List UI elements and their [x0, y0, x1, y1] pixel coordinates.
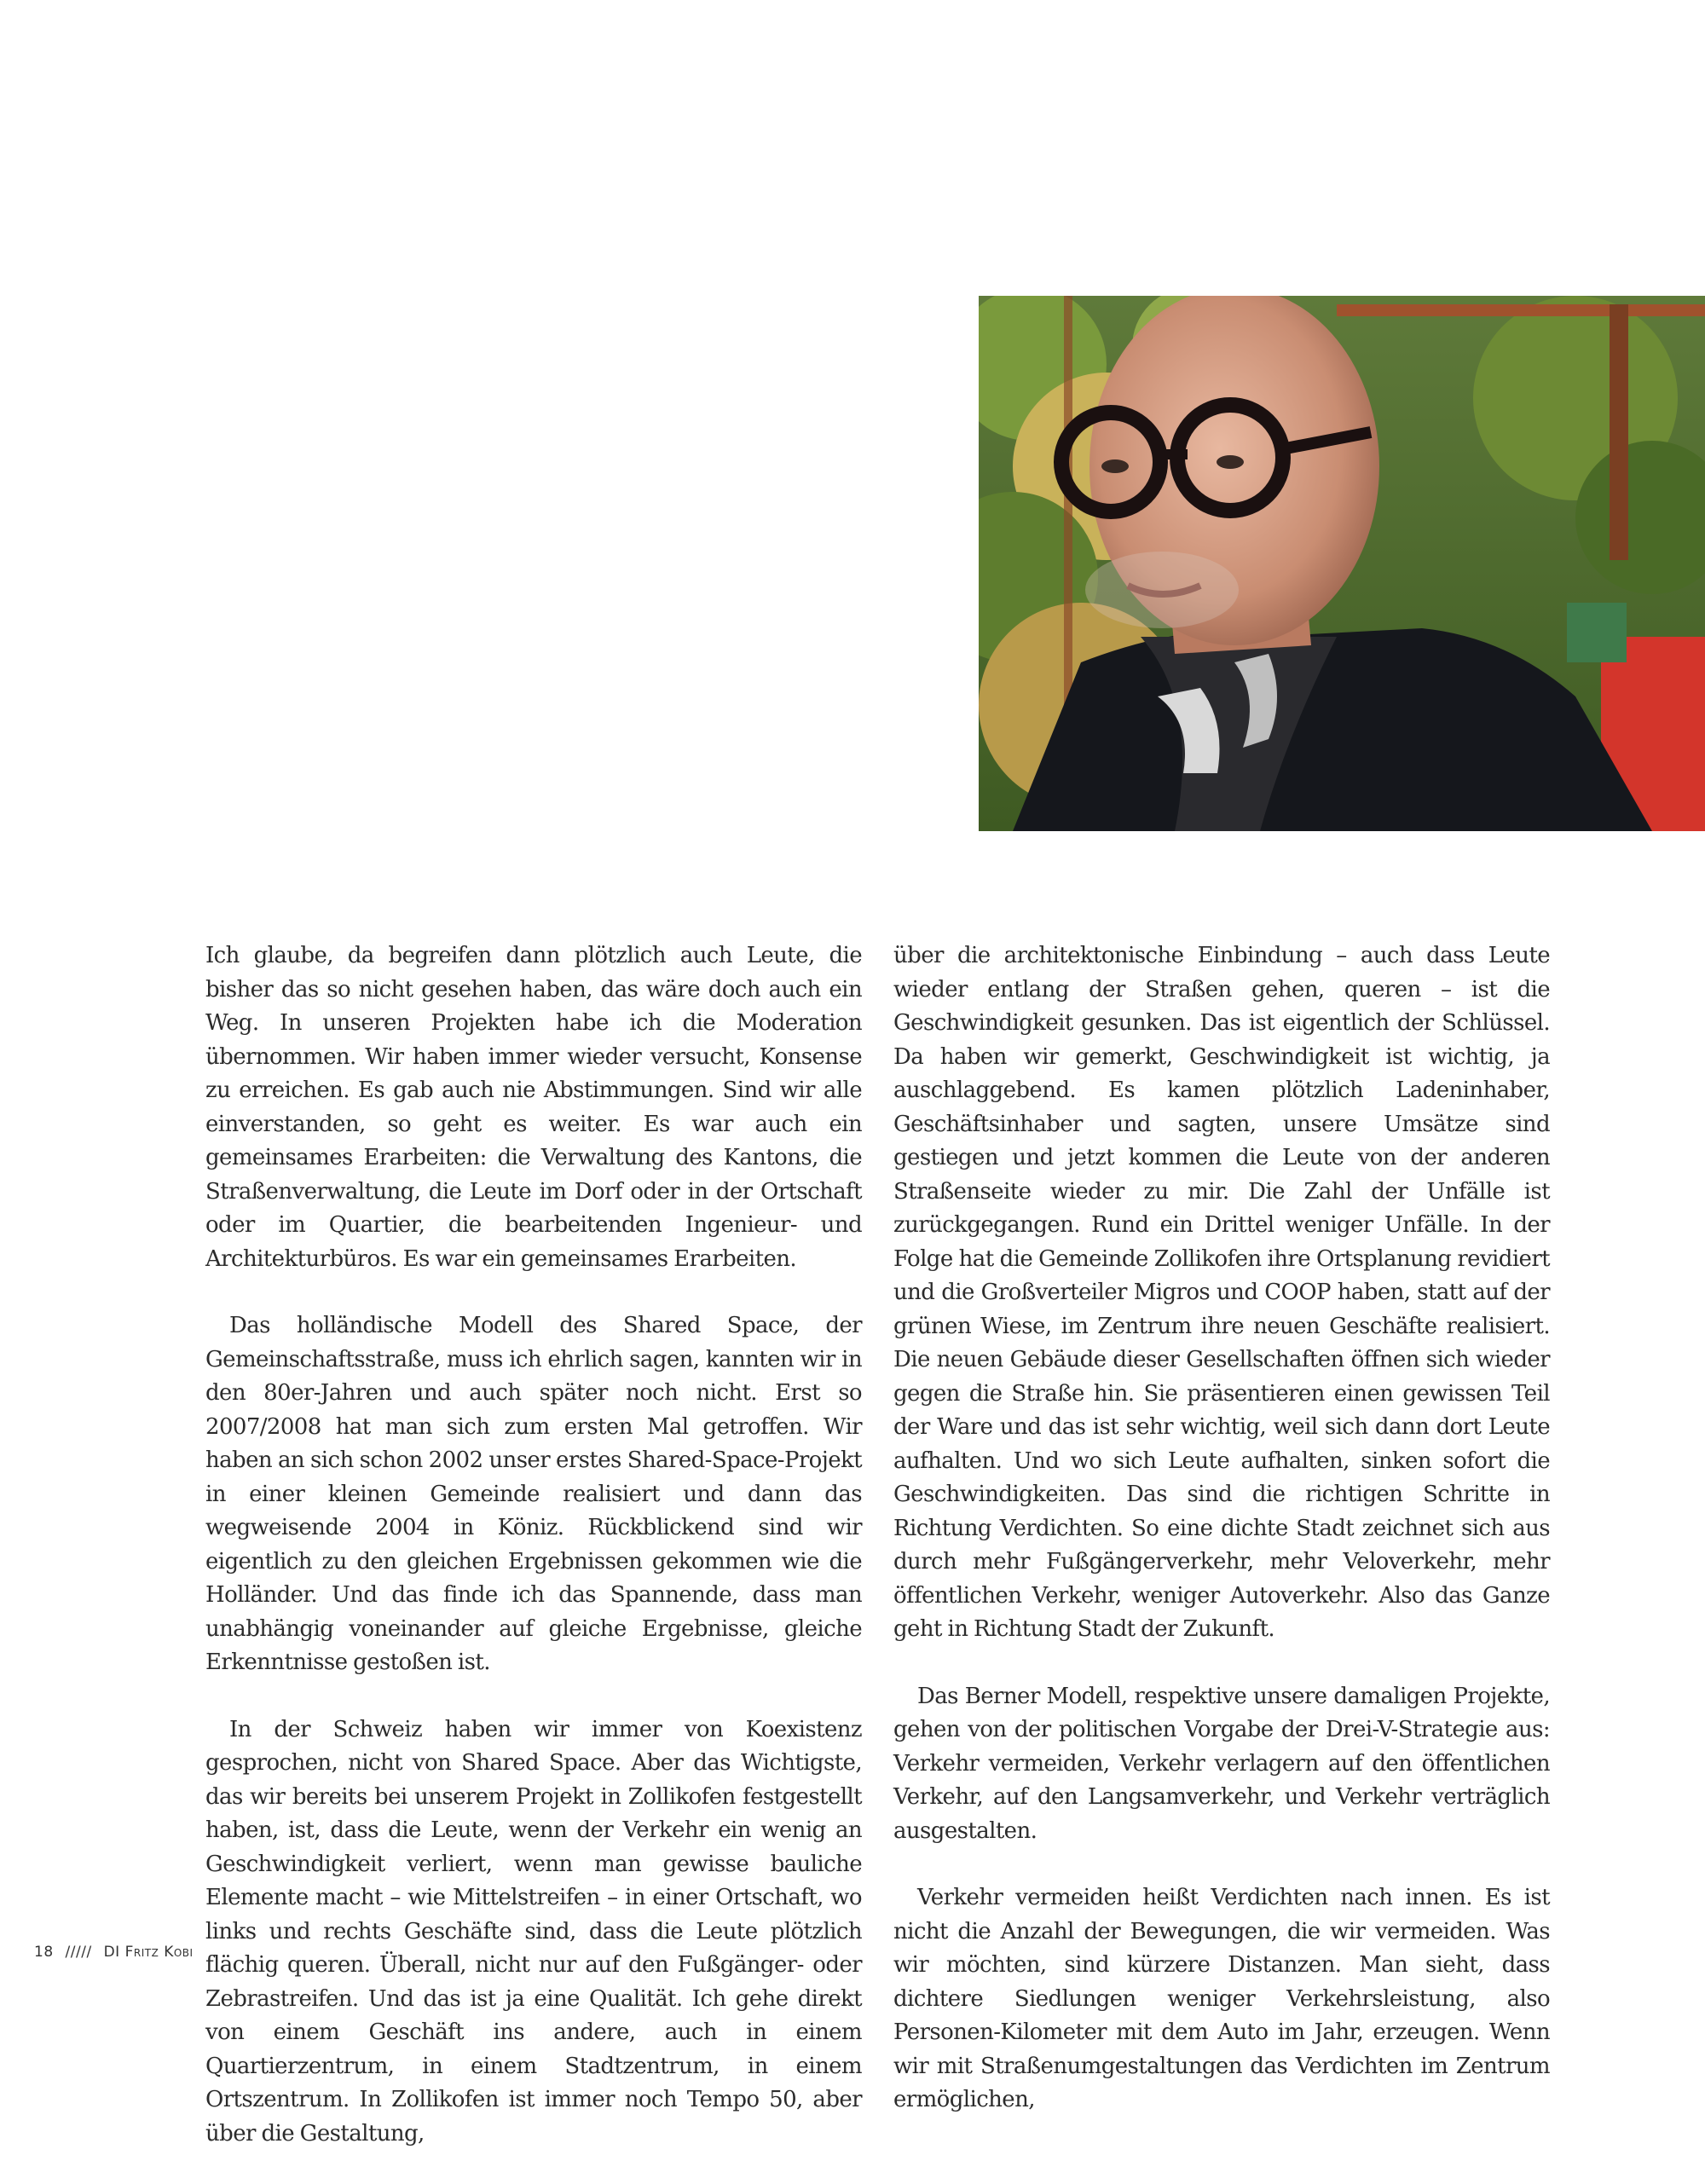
footer-separator: /////	[65, 1944, 92, 1961]
paragraph: über die architektonische Einbindung – auch dass Leute wieder entlang der Straßen gehen, queren – ist die Geschwindigkeit gesunken. Das ist eigentlich der Schlüssel. Da haben wir gemerkt, Geschwindigkeit ist wichtig, ja auschlaggebend. Es kamen plötzlich Ladeninhaber, Geschäftsinhaber und sagten, unsere Umsätze sind gestiegen und jetzt kommen die Leute von der anderen Straßenseite wieder zu mir. Die Zahl der Unfälle ist zurückgegangen. Rund ein Drittel weniger Unfälle. In der Folge hat die Gemeinde Zollikofen ihre Ortsplanung revidiert und die Großverteiler Migros und COOP haben, statt auf der grünen Wiese, im Zentrum ihre neuen Geschäfte realisiert. Die neuen Gebäude dieser Gesellschaften öffnen sich wieder gegen die Straße hin. Sie präsentieren einen gewissen Teil der Ware und das ist sehr wichtig, weil sich dann dort Leute aufhalten. Und wo sich Leute aufhalten, sinken sofort die Geschwindigkeiten. Das sind die richtigen Schritte in Richtung Verdichten. So eine dichte Stadt zeichnet sich aus durch mehr Fußgängerverkehr, mehr Veloverkehr, mehr öffentlichen Verkehr, weniger Autoverkehr. Also das Ganze geht in Richtung Stadt der Zukunft.	[893, 943, 1550, 1642]
page-footer	[34, 1944, 200, 1961]
paragraph: Verkehr vermeiden heißt Verdichten nach innen. Es ist nicht die Anzahl der Bewegungen, die wir vermeiden. Was wir möchten, sind kürzere Distanzen. Man sieht, dass dichtere Siedlungen weniger Verkehrsleistung, also Personen-Kilometer mit dem Auto im Jahr, erzeugen. Wenn wir mit Straßenumgestaltungen das Verdichten im Zentrum ermöglichen,	[893, 1885, 1550, 2112]
portrait-photo	[979, 296, 1705, 831]
paragraph: Das holländische Modell des Shared Space, der Gemeinschaftsstraße, muss ich ehrlich sagen, kannten wir in den 80er-Jahren und auch später noch nicht. Erst so 2007/2008 hat man sich zum ersten Mal getroffen. Wir haben an sich schon 2002 unser erstes Shared-Space-Projekt in einer kleinen Gemeinde realisiert und dann das wegweisende 2004 in Köniz. Rückblickend sind wir eigentlich zu den gleichen Ergebnissen gekommen wie die Holländer. Und das finde ich das Spannende, dass man unabhängig voneinander auf gleiche Ergebnisse, gleiche Erkenntnisse gestoßen ist.	[205, 1313, 862, 1675]
footer-author: DI Fritz Kobi	[103, 1944, 194, 1961]
right-text-column	[893, 939, 1550, 2151]
paragraph: In der Schweiz haben wir immer von Koexistenz gesprochen, nicht von Shared Space. Aber das Wichtigste, das wir bereits bei unserem Projekt in Zollikofen festgestellt haben, ist, dass die Leute, wenn der Verkehr ein wenig an Geschwindigkeit verliert, wenn man gewisse bauliche Elemente macht – wie Mittelstreifen – in einer Ortschaft, wo links und rechts Geschäfte sind, dass die Leute plötzlich flächig queren. Überall, nicht nur auf den Fußgänger- oder Zebrastreifen. Und das ist ja eine Qualität. Ich gehe direkt von einem Geschäft ins andere, auch in einem Quartierzentrum, in einem Stadtzentrum, in einem Ortszentrum. In Zollikofen ist immer noch Tempo 50, aber über die Gestaltung,	[205, 1716, 862, 2146]
paragraph: Das Berner Modell, respektive unsere damaligen Projekte, gehen von der politischen Vorgabe der Drei-V-Strategie aus: Verkehr vermeiden, Verkehr verlagern auf den öffentlichen Verkehr, auf den Langsamverkehr, und Verkehr verträglich ausgestalten.	[893, 1683, 1550, 1844]
portrait-photo-icon	[979, 296, 1705, 831]
paragraph: Ich glaube, da begreifen dann plötzlich auch Leute, die bisher das so nicht gesehen haben, das wäre doch auch ein Weg. In unseren Projekten habe ich die Moderation übernommen. Wir haben immer wieder versucht, Konsense zu erreichen. Es gab auch nie Abstimmungen. Sind wir alle einverstanden, so geht es weiter. Es war auch ein gemeinsames Erarbeiten: die Verwaltung des Kantons, die Straßenverwaltung, die Leute im Dorf oder in der Ortschaft oder im Quartier, die bearbeitenden Ingenieur- und Architekturbüros. Es war ein gemeinsames Erarbeiten.	[205, 943, 862, 1272]
page-number: 18	[34, 1944, 54, 1961]
left-text-column	[205, 939, 862, 2184]
